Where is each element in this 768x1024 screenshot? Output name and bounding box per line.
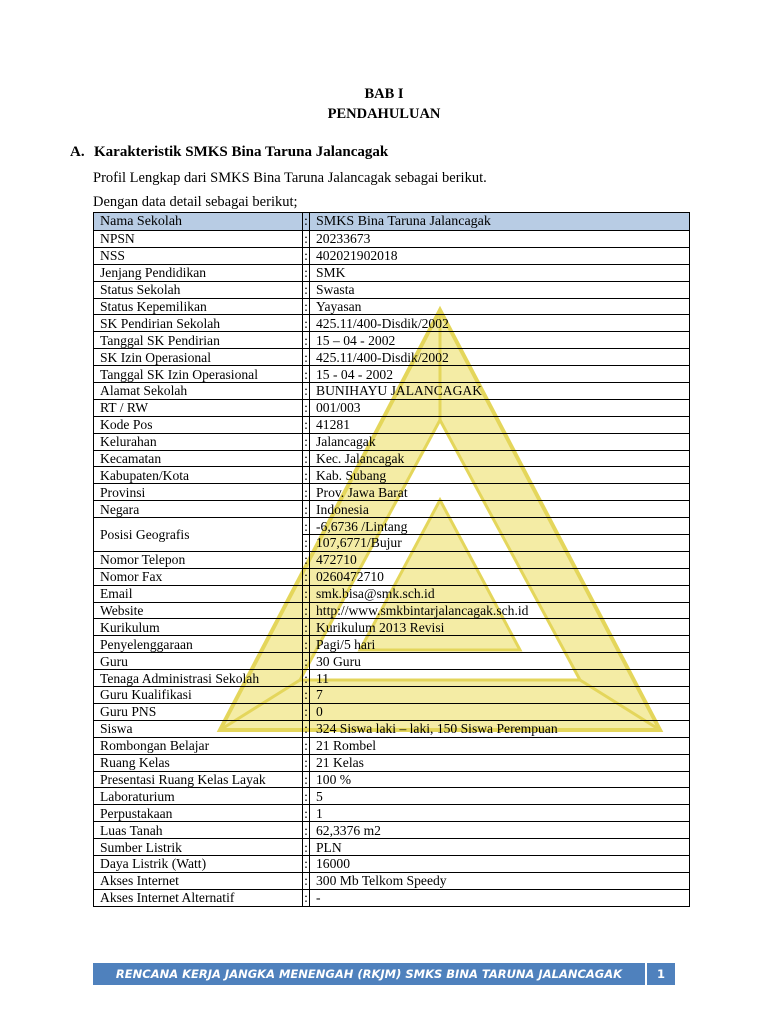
table-row <box>94 281 690 298</box>
chapter-number: BAB I <box>364 86 404 102</box>
table-row <box>94 467 690 484</box>
table-row <box>94 737 690 754</box>
row-separator: : <box>304 282 308 298</box>
row-value: 472710 <box>310 551 690 568</box>
row-label: Nomor Telepon <box>94 551 303 568</box>
row-value: Kurikulum 2013 Revisi <box>310 619 690 636</box>
row-label: Kabupaten/Kota <box>94 467 303 484</box>
section-title: Karakteristik SMKS Bina Taruna Jalancagak <box>94 144 389 160</box>
header-label: Nama Sekolah <box>94 213 303 231</box>
row-label: Alamat Sekolah <box>94 383 303 400</box>
row-label: NSS <box>94 247 303 264</box>
table-row-geo <box>94 518 690 535</box>
row-label: Posisi Geografis <box>94 518 303 552</box>
table-row <box>94 433 690 450</box>
row-separator: : <box>304 552 308 568</box>
row-label: SK Izin Operasional <box>94 349 303 366</box>
row-label: Rombongan Belajar <box>94 737 303 754</box>
table-row <box>94 805 690 822</box>
row-label: SK Pendirian Sekolah <box>94 315 303 332</box>
row-separator: : <box>304 839 308 855</box>
row-value: 21 Rombel <box>310 737 690 754</box>
row-separator: : <box>304 788 308 804</box>
row-label: Guru Kualifikasi <box>94 687 303 704</box>
row-label: Jenjang Pendidikan <box>94 264 303 281</box>
table-row <box>94 349 690 366</box>
row-separator: : <box>304 805 308 821</box>
row-separator: : <box>304 231 308 247</box>
detail-paragraph: Dengan data detail sebagai berikut; <box>93 194 298 210</box>
table-row <box>94 501 690 518</box>
table-row <box>94 298 690 315</box>
table-row <box>94 247 690 264</box>
table-row <box>94 872 690 889</box>
row-separator: : <box>304 670 308 686</box>
row-separator: : <box>304 856 308 872</box>
row-separator: : <box>304 518 308 534</box>
intro-paragraph: Profil Lengkap dari SMKS Bina Taruna Jalancagak sebagai berikut. <box>93 170 487 186</box>
section-number: A. <box>70 144 85 160</box>
row-label: Luas Tanah <box>94 822 303 839</box>
row-separator: : <box>304 535 308 551</box>
row-separator: : <box>304 619 308 635</box>
row-value: 402021902018 <box>310 247 690 264</box>
row-value: 5 <box>310 788 690 805</box>
row-value: -6,6736 /Lintang <box>310 518 690 535</box>
row-label: Daya Listrik (Watt) <box>94 855 303 872</box>
row-label: Perpustakaan <box>94 805 303 822</box>
row-separator: : <box>304 890 308 906</box>
row-separator: : <box>304 417 308 433</box>
row-value: 425.11/400-Disdik/2002 <box>310 349 690 366</box>
row-label: Negara <box>94 501 303 518</box>
row-separator: : <box>304 248 308 264</box>
table-row <box>94 822 690 839</box>
table-row <box>94 855 690 872</box>
row-separator: : <box>304 501 308 517</box>
row-separator: : <box>304 586 308 602</box>
row-label: Laboraturium <box>94 788 303 805</box>
table-header-row <box>94 213 690 231</box>
row-label: RT / RW <box>94 399 303 416</box>
row-label: Sumber Listrik <box>94 839 303 856</box>
row-value: smk.bisa@smk.sch.id <box>310 585 690 602</box>
row-value: 001/003 <box>310 399 690 416</box>
section-heading <box>70 144 388 161</box>
row-label: Tanggal SK Izin Operasional <box>94 366 303 383</box>
table-row <box>94 703 690 720</box>
row-label: Email <box>94 585 303 602</box>
row-label: Penyelenggaraan <box>94 636 303 653</box>
table-row <box>94 332 690 349</box>
row-separator: : <box>304 771 308 787</box>
row-value: Swasta <box>310 281 690 298</box>
row-value: 0 <box>310 703 690 720</box>
row-label: Guru <box>94 653 303 670</box>
row-separator: : <box>304 332 308 348</box>
row-label: Guru PNS <box>94 703 303 720</box>
table-row <box>94 720 690 737</box>
table-row <box>94 839 690 856</box>
row-separator: : <box>304 299 308 314</box>
footer-title: RENCANA KERJA JANGKA MENENGAH (RKJM) SMKS BINA TARUNA JALANCAGAK <box>93 963 647 985</box>
table-row <box>94 315 690 332</box>
row-separator: : <box>304 366 308 382</box>
row-separator: : <box>304 349 308 365</box>
row-value: Yayasan <box>310 298 690 315</box>
table-row <box>94 416 690 433</box>
row-value: Jalancagak <box>310 433 690 450</box>
page-number: 1 <box>647 963 675 985</box>
row-label: Website <box>94 602 303 619</box>
row-value: 15 – 04 - 2002 <box>310 332 690 349</box>
chapter-title: PENDAHULUAN <box>327 106 441 122</box>
table-row <box>94 653 690 670</box>
table-row <box>94 383 690 400</box>
row-label: Status Sekolah <box>94 281 303 298</box>
school-profile-table <box>93 212 690 907</box>
row-value: Prov. Jawa Barat <box>310 484 690 501</box>
table-row <box>94 366 690 383</box>
table-row <box>94 585 690 602</box>
row-value: Pagi/5 hari <box>310 636 690 653</box>
row-label: Akses Internet <box>94 872 303 889</box>
row-value: SMK <box>310 264 690 281</box>
row-separator: : <box>304 484 308 500</box>
row-label: Presentasi Ruang Kelas Layak <box>94 771 303 788</box>
table-row <box>94 687 690 704</box>
row-value: Indonesia <box>310 501 690 518</box>
row-label: Nomor Fax <box>94 568 303 585</box>
row-value: 425.11/400-Disdik/2002 <box>310 315 690 332</box>
row-separator: : <box>304 755 308 771</box>
row-separator: : <box>304 569 308 585</box>
table-row <box>94 450 690 467</box>
row-value: - <box>310 889 690 906</box>
row-value: 0260472710 <box>310 568 690 585</box>
row-separator: : <box>304 653 308 669</box>
table-row <box>94 754 690 771</box>
table-row <box>94 636 690 653</box>
row-label: Status Kepemilikan <box>94 298 303 315</box>
table-row <box>94 771 690 788</box>
row-label: Provinsi <box>94 484 303 501</box>
row-value: 11 <box>310 670 690 687</box>
row-value: 300 Mb Telkom Speedy <box>310 872 690 889</box>
table-row <box>94 484 690 501</box>
row-label: Siswa <box>94 720 303 737</box>
table-row <box>94 568 690 585</box>
row-separator: : <box>304 636 308 652</box>
row-value: 41281 <box>310 416 690 433</box>
row-separator: : <box>304 434 308 450</box>
row-separator: : <box>304 451 308 467</box>
row-separator: : <box>304 265 308 281</box>
row-label: Kecamatan <box>94 450 303 467</box>
row-label: Tenaga Administrasi Sekolah <box>94 670 303 687</box>
table-row <box>94 602 690 619</box>
row-value: 1 <box>310 805 690 822</box>
row-value: BUNIHAYU JALANCAGAK <box>310 383 690 400</box>
row-label: NPSN <box>94 231 303 248</box>
row-separator: : <box>304 822 308 838</box>
table-row <box>94 788 690 805</box>
row-value: Kec. Jalancagak <box>310 450 690 467</box>
row-value: 15 - 04 - 2002 <box>310 366 690 383</box>
row-separator: : <box>304 687 308 703</box>
row-value: Kab. Subang <box>310 467 690 484</box>
row-value: 107,6771/Bujur <box>310 535 690 552</box>
table-row <box>94 264 690 281</box>
row-separator: : <box>304 315 308 331</box>
row-label: Akses Internet Alternatif <box>94 889 303 906</box>
table-row <box>94 231 690 248</box>
row-value: 20233673 <box>310 231 690 248</box>
row-separator: : <box>304 873 308 889</box>
row-value: http://www.smkbintarjalancagak.sch.id <box>310 602 690 619</box>
row-value: 7 <box>310 687 690 704</box>
row-label: Tanggal SK Pendirian <box>94 332 303 349</box>
row-value: 21 Kelas <box>310 754 690 771</box>
row-separator: : <box>304 400 308 416</box>
row-value: 62,3376 m2 <box>310 822 690 839</box>
row-value: PLN <box>310 839 690 856</box>
row-value: 324 Siswa laki – laki, 150 Siswa Perempuan <box>310 720 690 737</box>
table-row <box>94 670 690 687</box>
row-separator: : <box>304 383 308 399</box>
row-separator: : <box>304 704 308 720</box>
row-label: Kurikulum <box>94 619 303 636</box>
table-row <box>94 619 690 636</box>
row-separator: : <box>304 467 308 483</box>
row-separator: : <box>304 721 308 737</box>
page-footer <box>93 963 675 985</box>
table-row <box>94 551 690 568</box>
row-label: Ruang Kelas <box>94 754 303 771</box>
row-value: 16000 <box>310 855 690 872</box>
row-separator: : <box>304 603 308 619</box>
row-separator: : <box>304 738 308 754</box>
header-value: SMKS Bina Taruna Jalancagak <box>310 213 690 231</box>
row-value: 30 Guru <box>310 653 690 670</box>
table-row <box>94 399 690 416</box>
row-value: 100 % <box>310 771 690 788</box>
row-label: Kelurahan <box>94 433 303 450</box>
table-row <box>94 889 690 906</box>
header-separator: : <box>304 214 308 229</box>
row-label: Kode Pos <box>94 416 303 433</box>
